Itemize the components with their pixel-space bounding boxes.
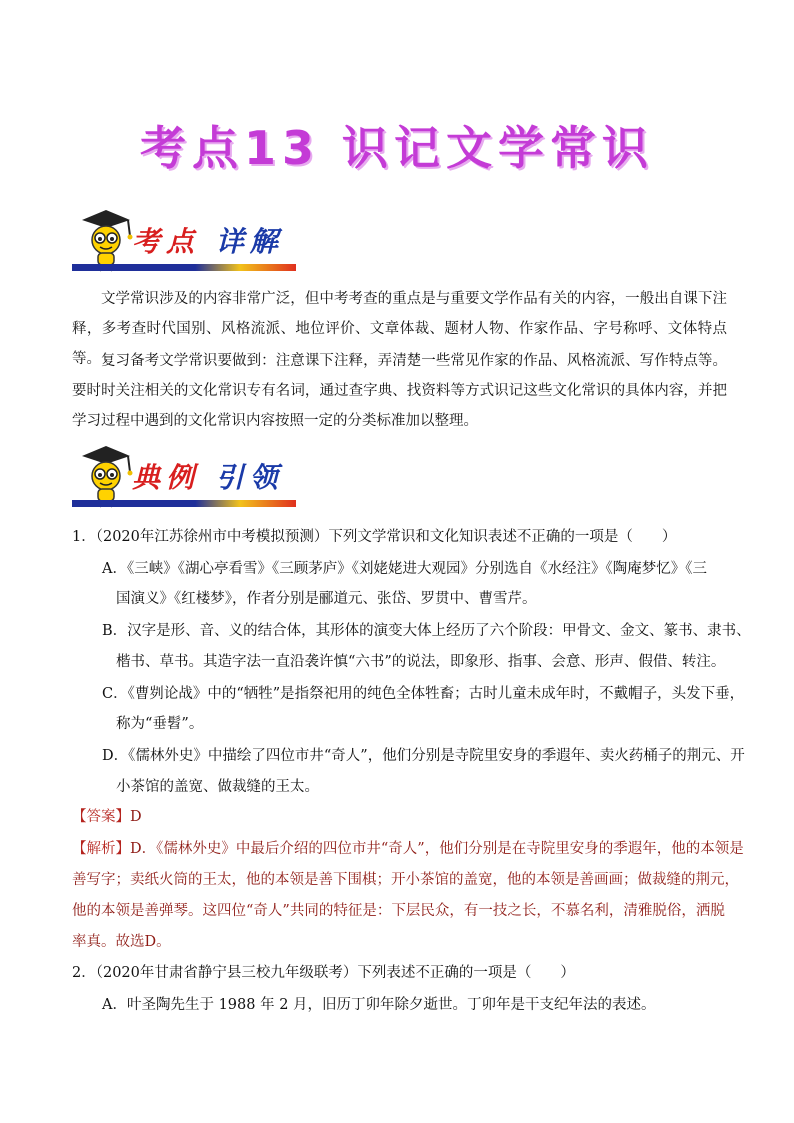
analysis-text-1: D．《儒林外史》中最后介绍的四位市井“奇人”，他们分别是在寺院里安身的季遐年，他的本领是 [130,841,744,857]
analysis-text-4: 率真。故选D。 [72,934,171,950]
section-heading-kaodian [70,206,300,276]
question-1-option-b: B．汉字是形、音、义的结合体，其形体的演变大体上经历了六个阶段：甲骨文、金文、篆书、隶书、 [102,623,751,639]
question-1-option-b-cont: 楷书、草书。其造字法一直沿袭许慎“六书”的说法，即象形、指事、会意、形声、假借、转注。 [116,654,726,670]
heading-kaodian-text: 考点 [132,225,201,258]
graduate-mascot-icon [76,206,134,272]
question-1-option-d-cont: 小茶馆的盖宽、做裁缝的王太。 [116,779,319,795]
analysis-label: 【解析】 [72,841,130,857]
intro-paragraph-2: 复习备考文学常识要做到：注意课下注释，弄清楚一些常见作家的作品、风格流派、写作特点等。要时时关注相关的文化常识专有名词，通过查字典、找资料等方式识记这些文化常识的具体内容，并把学习过程中遇到的文化常识内容按照一定的分类标准加以整理。 [72,353,727,429]
question-2-stem: 2．（2020年甘肃省静宁县三校九年级联考）下列表述不正确的一项是（ ） [72,965,575,981]
heading-dianli-text: 典例 [132,461,201,494]
analysis-text-2: 善写字；卖纸火筒的王太，他的本领是善下围棋；开小茶馆的盖宽，他的本领是善画画；做裁缝的荆元， [72,872,739,888]
heading-underline-bar [72,264,296,271]
question-2-option-a: A．叶圣陶先生于 1988 年 2 月，旧历丁卯年除夕逝世。丁卯年是干支纪年法的表述。 [102,997,656,1013]
answer-line [72,802,142,832]
heading-underline-bar [72,500,296,507]
question-1-option-a: A．《三峡》《湖心亭看雪》《三顾茅庐》《刘姥姥进大观园》分别选自《水经注》《陶庵梦忆》《三 [102,561,707,577]
intro-paragraph-1: 文学常识涉及的内容非常广泛，但中考考查的重点是与重要文学作品有关的内容，一般出自课下注释，多考查时代国别、风格流派、地位评价、文章体裁、题材人物、作家作品、字号称呼、文体特点等。 [72,291,727,367]
section-heading-dianli [70,442,300,512]
page-title: 考点13 识记文学常识 [139,121,655,175]
graduate-mascot-icon [76,442,134,508]
question-1-option-d: D．《儒林外史》中描绘了四位市井“奇人”，他们分别是寺院里安身的季遐年、卖火药桶子的荆元、开 [102,748,745,764]
heading-yinling-text: 引领 [215,461,284,494]
answer-label: 【答案】 [72,809,130,825]
answer-value: D [130,809,142,825]
analysis-text-3: 他的本领是善弹琴。这四位“奇人”共同的特征是：下层民众，有一技之长，不慕名利，清雅脱俗，洒脱 [72,903,725,919]
question-1-option-c-cont: 称为“垂髫”。 [116,716,204,732]
heading-xiangjie-text: 详解 [215,225,284,258]
analysis-line-1 [72,834,744,864]
question-1-stem: 1．（2020年江苏徐州市中考模拟预测）下列文学常识和文化知识表述不正确的一项是（ ） [72,529,677,545]
question-1-option-c: C．《曹刿论战》中的“牺牲”是指祭祀用的纯色全体牲畜；古时儿童未成年时，不戴帽子，头发下垂， [102,686,745,702]
question-1-option-a-cont: 国演义》《红楼梦》，作者分别是郦道元、张岱、罗贯中、曹雪芹。 [116,591,537,607]
